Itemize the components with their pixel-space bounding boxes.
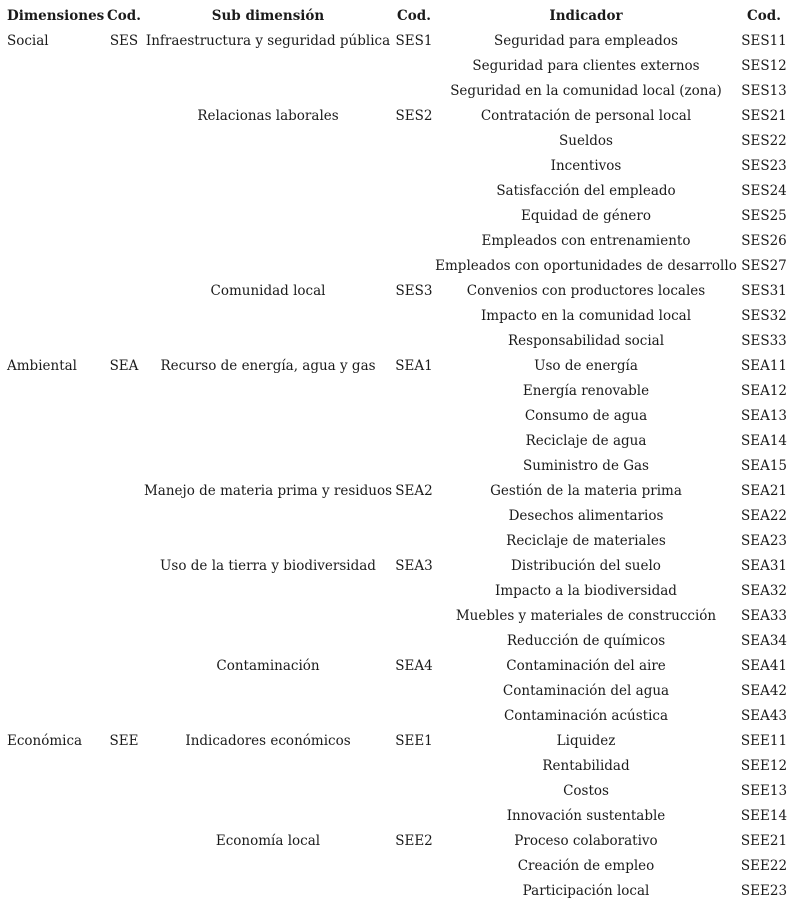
cell-dimension <box>7 154 103 179</box>
cell-dimension <box>7 829 103 854</box>
cell-dimension <box>7 854 103 879</box>
cell-dimension-code <box>106 629 142 654</box>
cell-dimension-code <box>106 404 142 429</box>
cell-dimension-code: SES <box>109 33 139 49</box>
cell-dimension <box>7 479 103 504</box>
header-dimension: Dimensiones <box>7 8 105 24</box>
cell-subdimension <box>143 304 393 329</box>
cell-subdimension <box>143 779 393 804</box>
cell-indicator: Muebles y materiales de construcción <box>455 608 717 624</box>
table-row <box>0 329 794 354</box>
cell-subdimension <box>143 404 393 429</box>
cell-subdimension-code <box>395 779 433 804</box>
table-row <box>0 179 794 204</box>
cell-subdimension-code <box>395 379 433 404</box>
cell-subdimension <box>143 879 393 904</box>
cell-dimension-code <box>106 204 142 229</box>
cell-indicator-code: SEE14 <box>740 808 788 824</box>
cell-subdimension <box>143 854 393 879</box>
cell-dimension-code <box>106 229 142 254</box>
cell-indicator-code: SEA43 <box>740 708 788 724</box>
cell-subdimension: Contaminación <box>216 658 320 674</box>
cell-dimension <box>7 454 103 479</box>
cell-subdimension <box>143 454 393 479</box>
table-row <box>0 854 794 879</box>
cell-subdimension <box>143 129 393 154</box>
cell-subdimension <box>143 579 393 604</box>
table-row <box>0 404 794 429</box>
cell-dimension: Económica <box>7 733 83 749</box>
table-row <box>0 229 794 254</box>
cell-indicator-code: SES25 <box>741 208 787 224</box>
cell-dimension <box>7 129 103 154</box>
cell-subdimension <box>143 704 393 729</box>
cell-subdimension: Economía local <box>215 833 321 849</box>
table-row <box>0 554 794 579</box>
cell-dimension-code <box>106 329 142 354</box>
cell-dimension-code <box>106 129 142 154</box>
cell-dimension <box>7 254 103 279</box>
header-subdimension: Sub dimensión <box>211 8 325 24</box>
cell-subdimension-code <box>395 129 433 154</box>
cell-dimension-code <box>106 454 142 479</box>
cell-dimension-code <box>106 79 142 104</box>
cell-indicator: Creación de empleo <box>517 858 655 874</box>
cell-dimension-code <box>106 429 142 454</box>
cell-subdimension-code: SEE2 <box>395 833 433 849</box>
table-row <box>0 204 794 229</box>
cell-indicator-code: SEA12 <box>740 383 788 399</box>
cell-subdimension-code <box>395 154 433 179</box>
cell-dimension <box>7 679 103 704</box>
cell-subdimension-code <box>395 604 433 629</box>
cell-subdimension <box>143 529 393 554</box>
table-row <box>0 354 794 379</box>
cell-subdimension <box>143 504 393 529</box>
cell-dimension <box>7 554 103 579</box>
cell-subdimension: Indicadores económicos <box>185 733 351 749</box>
cell-indicator: Sueldos <box>559 133 613 149</box>
table-row <box>0 279 794 304</box>
cell-indicator-code: SES33 <box>741 333 787 349</box>
header-indicator: Indicador <box>549 8 623 24</box>
cell-dimension <box>7 629 103 654</box>
cell-indicator: Proceso colaborativo <box>514 833 658 849</box>
table-row <box>0 529 794 554</box>
cell-dimension <box>7 54 103 79</box>
cell-indicator: Costos <box>563 783 609 799</box>
cell-indicator-code: SEA42 <box>740 683 788 699</box>
cell-indicator-code: SEA22 <box>740 508 788 524</box>
cell-subdimension-code: SES2 <box>395 108 433 124</box>
table-row <box>0 879 794 904</box>
cell-indicator: Desechos alimentarios <box>508 508 664 524</box>
table-row <box>0 754 794 779</box>
cell-indicator-code: SEE12 <box>740 758 788 774</box>
cell-indicator-code: SES21 <box>741 108 787 124</box>
cell-dimension <box>7 179 103 204</box>
cell-subdimension-code: SEE1 <box>395 733 433 749</box>
table-row <box>0 254 794 279</box>
table-body <box>0 29 794 904</box>
cell-dimension-code <box>106 179 142 204</box>
cell-dimension <box>7 704 103 729</box>
cell-dimension-code <box>106 279 142 304</box>
cell-indicator-code: SES31 <box>741 283 787 299</box>
cell-indicator-code: SEE21 <box>740 833 788 849</box>
cell-indicator-code: SEA14 <box>740 433 788 449</box>
table-row <box>0 79 794 104</box>
cell-dimension-code <box>106 379 142 404</box>
cell-dimension-code <box>106 254 142 279</box>
cell-indicator: Reducción de químicos <box>506 633 666 649</box>
cell-dimension-code <box>106 529 142 554</box>
cell-indicator-code: SEA13 <box>740 408 788 424</box>
cell-dimension <box>7 429 103 454</box>
cell-subdimension-code <box>395 804 433 829</box>
cell-subdimension <box>143 254 393 279</box>
header-dimension-code: Cod. <box>107 8 141 24</box>
cell-indicator: Uso de energía <box>534 358 638 374</box>
table-row <box>0 779 794 804</box>
cell-dimension <box>7 579 103 604</box>
cell-indicator-code: SEE22 <box>740 858 788 874</box>
cell-indicator-code: SEA31 <box>740 558 788 574</box>
cell-subdimension-code <box>395 204 433 229</box>
cell-subdimension-code <box>395 629 433 654</box>
cell-subdimension-code <box>395 429 433 454</box>
cell-dimension <box>7 304 103 329</box>
cell-indicator: Contaminación del aire <box>506 658 666 674</box>
cell-dimension <box>7 529 103 554</box>
cell-dimension-code: SEA <box>109 358 139 374</box>
cell-subdimension <box>143 204 393 229</box>
cell-subdimension <box>143 679 393 704</box>
cell-dimension-code <box>106 104 142 129</box>
cell-indicator-code: SES24 <box>741 183 787 199</box>
table-row <box>0 504 794 529</box>
table-row <box>0 29 794 54</box>
table-row <box>0 304 794 329</box>
cell-subdimension-code <box>395 454 433 479</box>
cell-subdimension-code: SEA4 <box>395 658 433 674</box>
cell-indicator: Contaminación acústica <box>503 708 669 724</box>
cell-subdimension-code: SES1 <box>395 33 433 49</box>
cell-dimension <box>7 329 103 354</box>
cell-subdimension-code <box>395 579 433 604</box>
cell-subdimension: Recurso de energía, agua y gas <box>160 358 376 374</box>
cell-dimension <box>7 104 103 129</box>
table-row <box>0 479 794 504</box>
cell-dimension-code <box>106 679 142 704</box>
cell-subdimension <box>143 604 393 629</box>
cell-subdimension <box>143 629 393 654</box>
cell-indicator: Impacto en la comunidad local <box>480 308 692 324</box>
cell-indicator: Consumo de agua <box>524 408 648 424</box>
cell-indicator: Seguridad para clientes externos <box>472 58 700 74</box>
cell-dimension <box>7 229 103 254</box>
cell-subdimension <box>143 179 393 204</box>
cell-indicator: Suministro de Gas <box>523 458 649 474</box>
cell-dimension <box>7 504 103 529</box>
cell-indicator-code: SEA23 <box>740 533 788 549</box>
cell-dimension-code <box>106 654 142 679</box>
cell-dimension-code <box>106 879 142 904</box>
cell-indicator: Gestión de la materia prima <box>490 483 682 499</box>
cell-subdimension <box>143 154 393 179</box>
cell-dimension-code <box>106 754 142 779</box>
cell-indicator: Participación local <box>522 883 650 899</box>
cell-indicator: Liquidez <box>556 733 616 749</box>
cell-subdimension-code <box>395 529 433 554</box>
cell-indicator: Impacto a la biodiversidad <box>495 583 677 599</box>
cell-indicator-code: SEE23 <box>740 883 788 899</box>
cell-indicator-code: SES26 <box>741 233 787 249</box>
cell-indicator: Innovación sustentable <box>506 808 666 824</box>
cell-subdimension-code: SEA2 <box>395 483 433 499</box>
cell-dimension <box>7 879 103 904</box>
cell-dimension <box>7 404 103 429</box>
table-row <box>0 429 794 454</box>
cell-indicator: Convenios con productores locales <box>466 283 706 299</box>
table-row <box>0 604 794 629</box>
cell-subdimension-code <box>395 329 433 354</box>
cell-indicator: Contratación de personal local <box>480 108 692 124</box>
cell-indicator: Reciclaje de materiales <box>506 533 666 549</box>
cell-dimension-code <box>106 54 142 79</box>
cell-indicator: Contaminación del agua <box>502 683 670 699</box>
cell-subdimension: Comunidad local <box>210 283 326 299</box>
table-row <box>0 704 794 729</box>
cell-subdimension-code: SEA1 <box>395 358 433 374</box>
cell-subdimension <box>143 754 393 779</box>
cell-subdimension-code <box>395 404 433 429</box>
cell-dimension-code <box>106 304 142 329</box>
cell-dimension-code: SEE <box>109 733 139 749</box>
cell-subdimension-code <box>395 504 433 529</box>
cell-subdimension-code <box>395 704 433 729</box>
indicator-table <box>0 4 794 904</box>
cell-subdimension <box>143 329 393 354</box>
cell-indicator-code: SEE11 <box>740 733 788 749</box>
cell-dimension <box>7 79 103 104</box>
cell-dimension <box>7 654 103 679</box>
cell-dimension-code <box>106 854 142 879</box>
cell-subdimension: Manejo de materia prima y residuos <box>143 483 392 499</box>
table-row <box>0 629 794 654</box>
cell-indicator-code: SEA34 <box>740 633 788 649</box>
cell-dimension-code <box>106 554 142 579</box>
cell-indicator: Responsabilidad social <box>507 333 665 349</box>
cell-indicator: Distribución del suelo <box>511 558 661 574</box>
cell-dimension <box>7 754 103 779</box>
cell-subdimension-code <box>395 854 433 879</box>
table-row <box>0 379 794 404</box>
cell-dimension-code <box>106 704 142 729</box>
table-row <box>0 129 794 154</box>
cell-indicator-code: SES22 <box>741 133 787 149</box>
cell-indicator-code: SES23 <box>741 158 787 174</box>
cell-indicator: Equidad de género <box>521 208 651 224</box>
cell-dimension <box>7 204 103 229</box>
table-row <box>0 679 794 704</box>
table-row <box>0 729 794 754</box>
cell-subdimension <box>143 54 393 79</box>
cell-subdimension-code <box>395 754 433 779</box>
cell-dimension-code <box>106 804 142 829</box>
cell-subdimension-code: SEA3 <box>395 558 433 574</box>
cell-dimension <box>7 779 103 804</box>
cell-indicator: Seguridad en la comunidad local (zona) <box>450 83 722 99</box>
cell-subdimension-code <box>395 229 433 254</box>
cell-subdimension-code <box>395 879 433 904</box>
table-row <box>0 454 794 479</box>
cell-subdimension-code <box>395 254 433 279</box>
table-row <box>0 654 794 679</box>
cell-indicator: Seguridad para empleados <box>494 33 678 49</box>
cell-indicator: Energía renovable <box>522 383 650 399</box>
cell-indicator-code: SES32 <box>741 308 787 324</box>
cell-subdimension: Uso de la tierra y biodiversidad <box>160 558 376 574</box>
cell-dimension-code <box>106 779 142 804</box>
cell-indicator-code: SES11 <box>741 33 787 49</box>
cell-indicator: Empleados con oportunidades de desarrollo <box>435 258 737 274</box>
cell-dimension-code <box>106 504 142 529</box>
cell-indicator-code: SES27 <box>741 258 787 274</box>
cell-subdimension <box>143 429 393 454</box>
cell-subdimension: Infraestructura y seguridad pública <box>145 33 391 49</box>
cell-indicator-code: SES13 <box>741 83 787 99</box>
cell-dimension-code <box>106 579 142 604</box>
table-row <box>0 154 794 179</box>
cell-subdimension <box>143 229 393 254</box>
cell-dimension <box>7 804 103 829</box>
table-row <box>0 54 794 79</box>
cell-dimension-code <box>106 479 142 504</box>
cell-indicator: Empleados con entrenamiento <box>481 233 691 249</box>
cell-indicator-code: SEA32 <box>740 583 788 599</box>
table-row <box>0 104 794 129</box>
cell-indicator: Incentivos <box>550 158 622 174</box>
cell-indicator: Satisfacción del empleado <box>496 183 676 199</box>
header-subdimension-code: Cod. <box>397 8 431 24</box>
cell-indicator-code: SEA21 <box>740 483 788 499</box>
cell-indicator-code: SEE13 <box>740 783 788 799</box>
cell-dimension <box>7 604 103 629</box>
table-row <box>0 829 794 854</box>
cell-dimension-code <box>106 604 142 629</box>
cell-subdimension <box>143 79 393 104</box>
cell-indicator-code: SEA41 <box>740 658 788 674</box>
table-header <box>0 4 794 29</box>
cell-subdimension-code: SES3 <box>395 283 433 299</box>
cell-indicator: Rentabilidad <box>542 758 630 774</box>
cell-subdimension <box>143 804 393 829</box>
cell-dimension <box>7 379 103 404</box>
cell-subdimension-code <box>395 304 433 329</box>
cell-indicator-code: SEA33 <box>740 608 788 624</box>
table-row <box>0 579 794 604</box>
cell-dimension: Ambiental <box>7 358 77 374</box>
cell-dimension-code <box>106 154 142 179</box>
cell-subdimension: Relacionas laborales <box>197 108 339 124</box>
cell-subdimension-code <box>395 79 433 104</box>
cell-dimension: Social <box>7 33 49 49</box>
cell-subdimension-code <box>395 679 433 704</box>
cell-indicator-code: SES12 <box>741 58 787 74</box>
cell-subdimension-code <box>395 179 433 204</box>
cell-subdimension-code <box>395 54 433 79</box>
table-row <box>0 804 794 829</box>
cell-indicator-code: SEA11 <box>740 358 788 374</box>
cell-dimension <box>7 279 103 304</box>
cell-indicator: Reciclaje de agua <box>525 433 647 449</box>
header-indicator-code: Cod. <box>747 8 781 24</box>
cell-subdimension <box>143 379 393 404</box>
cell-indicator-code: SEA15 <box>740 458 788 474</box>
cell-dimension-code <box>106 829 142 854</box>
